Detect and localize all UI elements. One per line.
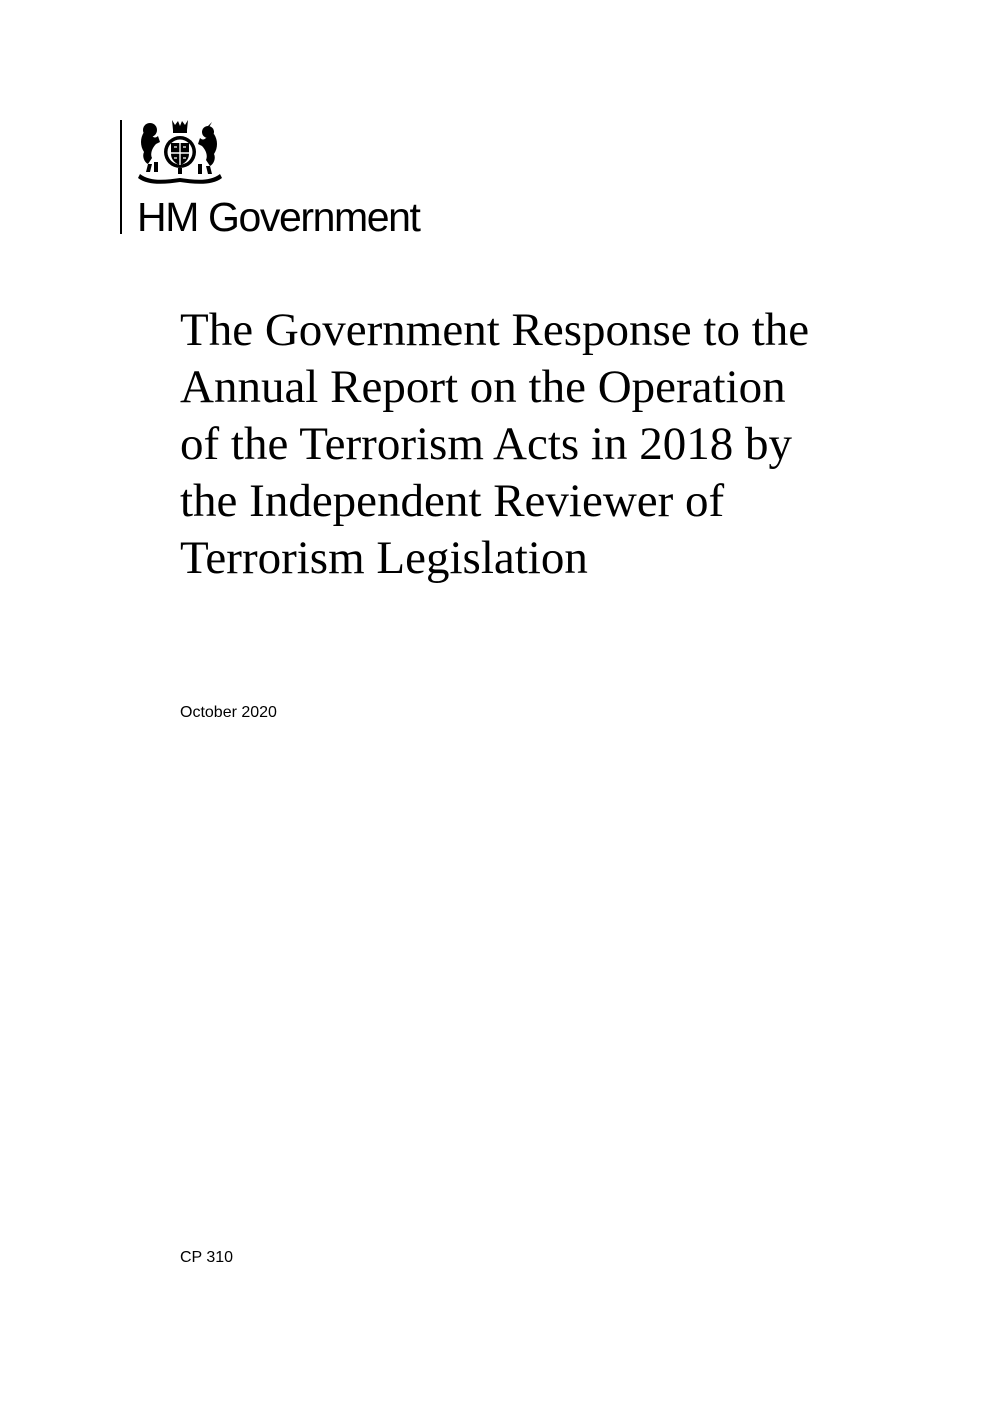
royal-coat-of-arms-icon bbox=[136, 118, 224, 186]
hm-government-logo bbox=[118, 118, 478, 238]
logo-divider bbox=[120, 120, 122, 234]
document-title: The Government Response to the Annual Report on the Operation of the Terrorism Acts in 2018 by the Independent Reviewer of Terrorism Legislation bbox=[180, 304, 810, 584]
publication-date: October 2020 bbox=[180, 704, 277, 721]
hm-government-wordmark: HM Government bbox=[137, 194, 420, 240]
command-paper-number: CP 310 bbox=[180, 1249, 234, 1266]
